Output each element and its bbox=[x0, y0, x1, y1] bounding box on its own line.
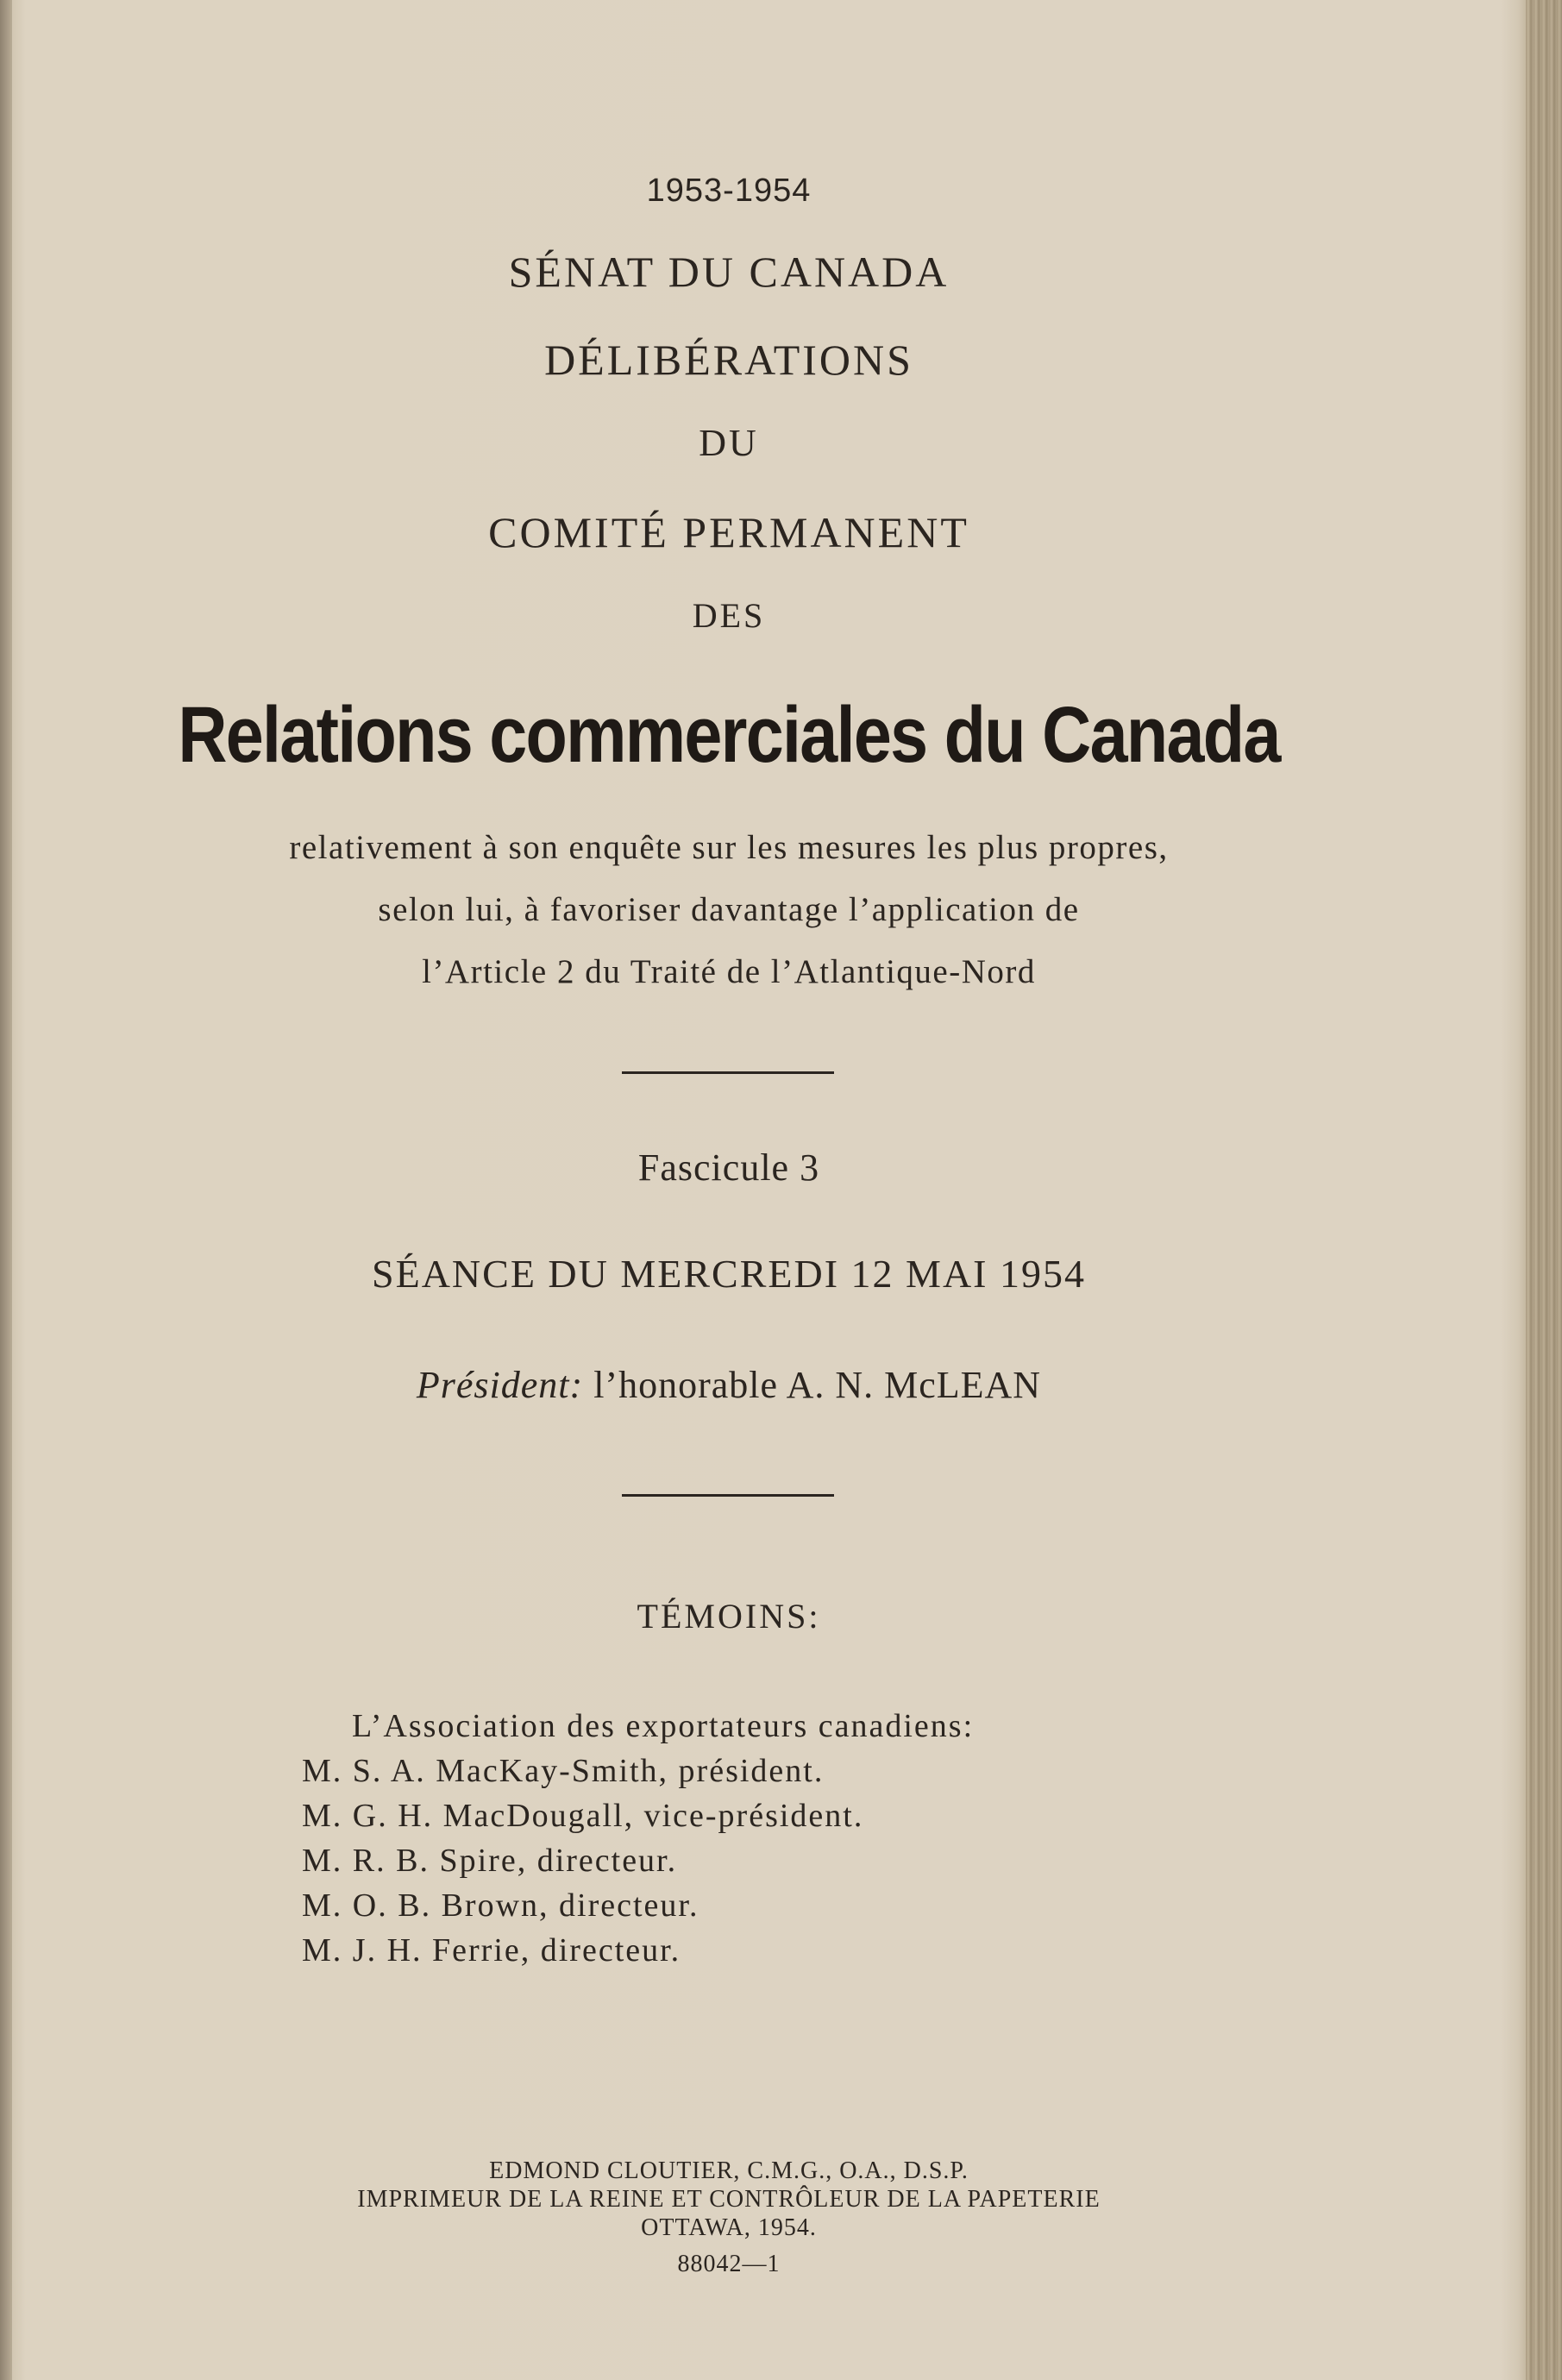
description-line-1: relativement à son enquête sur les mesures les plus propres, bbox=[289, 829, 1169, 866]
printer-location: OTTAWA, 1954. bbox=[641, 2214, 817, 2241]
print-code: 88042—1 bbox=[677, 2251, 781, 2277]
heading-du: DU bbox=[699, 422, 759, 464]
president-name: l’honorable A. N. McLEAN bbox=[593, 1364, 1042, 1406]
session-date: SÉANCE DU MERCREDI 12 MAI 1954 bbox=[372, 1252, 1086, 1296]
witnesses-heading: TÉMOINS: bbox=[637, 1597, 821, 1636]
senate-heading: SÉNAT DU CANADA bbox=[508, 248, 950, 296]
association-name: L’Association des exportateurs canadiens: bbox=[352, 1708, 975, 1744]
document-title: Relations commerciales du Canada bbox=[178, 691, 1280, 779]
witness-list bbox=[302, 1704, 974, 1973]
heading-des: DES bbox=[692, 596, 766, 635]
president-label: Président: bbox=[416, 1364, 584, 1406]
printer-name: EDMOND CLOUTIER, C.M.G., O.A., D.S.P. bbox=[489, 2157, 969, 2184]
description-line-3: l’Article 2 du Traité de l’Atlantique-Nord bbox=[422, 953, 1036, 990]
witness-item: M. J. H. Ferrie, directeur. bbox=[302, 1932, 681, 1969]
description-line-2: selon lui, à favoriser davantage l’application de bbox=[378, 891, 1080, 928]
witness-item: M. S. A. MacKay-Smith, président. bbox=[302, 1753, 825, 1789]
fascicule-number: Fascicule 3 bbox=[637, 1146, 820, 1189]
session-years: 1953-1954 bbox=[646, 173, 812, 209]
page-edge bbox=[1526, 0, 1562, 2380]
printer-title: IMPRIMEUR DE LA REINE ET CONTRÔLEUR DE LA PAPETERIE bbox=[357, 2186, 1101, 2213]
witness-item: M. O. B. Brown, directeur. bbox=[302, 1887, 699, 1924]
witness-item: M. G. H. MacDougall, vice-président. bbox=[302, 1798, 864, 1834]
committee-heading: COMITÉ PERMANENT bbox=[488, 508, 969, 556]
divider-rule bbox=[622, 1494, 834, 1497]
divider-rule bbox=[622, 1071, 834, 1074]
deliberations-heading: DÉLIBÉRATIONS bbox=[544, 336, 913, 384]
president-line bbox=[0, 1363, 1458, 1407]
witness-item: M. R. B. Spire, directeur. bbox=[302, 1843, 678, 1879]
